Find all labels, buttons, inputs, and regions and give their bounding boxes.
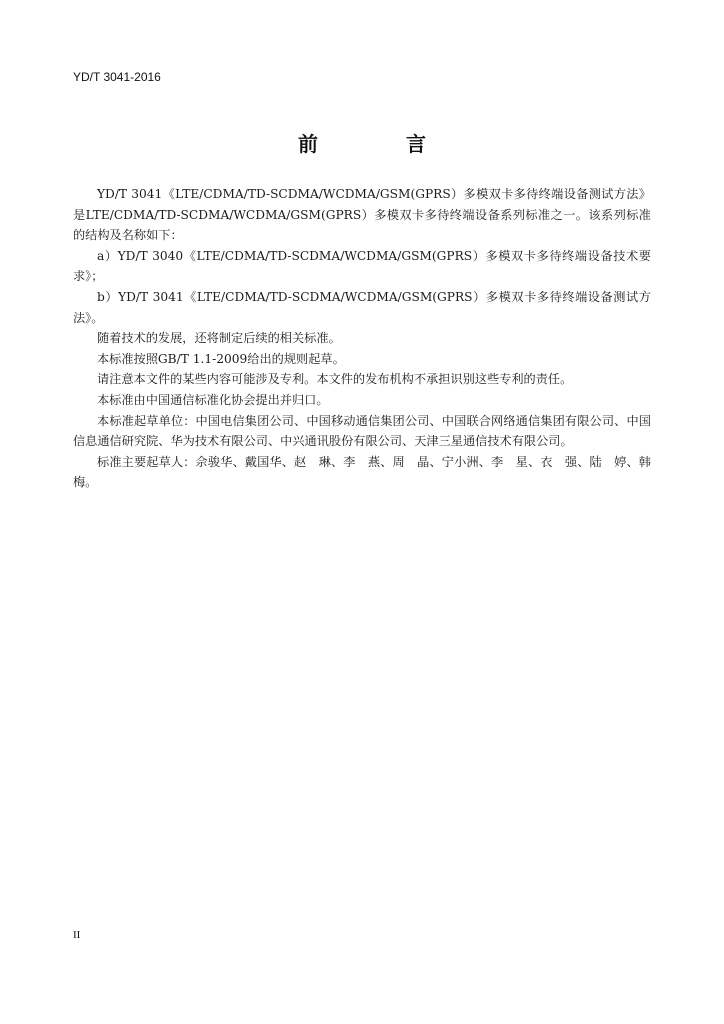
paragraph-future-standards: 随着技术的发展，还将制定后续的相关标准。: [97, 331, 341, 346]
paragraph-proposer: 本标准由中国通信标准化协会提出并归口。: [97, 392, 329, 407]
paragraph-drafting-organizations: 本标准起草单位：中国电信集团公司、中国移动通信集团公司、中国联合网络通信集团有限公司、中国信息通信研究院、华为技术有限公司、中兴通讯股份有限公司、天津三星通信技术有限公司。: [73, 413, 651, 449]
paragraph-patent-notice: 请注意本文件的某些内容可能涉及专利。本文件的发布机构不承担识别这些专利的责任。: [97, 372, 573, 387]
document-header: YD/T 3041-2016: [73, 70, 161, 84]
paragraph-main-drafters: 标准主要起草人：佘骏华、戴国华、赵 琳、李 燕、周 晶、宁小洲、李 星、衣 强、陆 婷、韩 梅。: [73, 454, 664, 490]
paragraph-drafting-rules: 本标准按照GB/T 1.1-2009给出的规则起草。: [97, 351, 345, 366]
list-item-a: a）YD/T 3040《LTE/CDMA/TD-SCDMA/WCDMA/GSM(GPRS）多模双卡多待终端设备技术要求》；: [73, 248, 651, 284]
list-item-b: b）YD/T 3041《LTE/CDMA/TD-SCDMA/WCDMA/GSM(GPRS）多模双卡多待终端设备测试方法》。: [73, 289, 651, 325]
paragraph-intro: YD/T 3041《LTE/CDMA/TD-SCDMA/WCDMA/GSM(GPRS）多模双卡多待终端设备测试方法》是LTE/CDMA/TD-SCDMA/WCDMA/GSM(GPRS）多模双卡多待终端设备系列标准之一。该系列标准的结构及名称如下：: [73, 187, 651, 243]
page-number: II: [73, 929, 81, 941]
document-body: [73, 184, 664, 493]
page-title: 前 言: [298, 132, 460, 156]
